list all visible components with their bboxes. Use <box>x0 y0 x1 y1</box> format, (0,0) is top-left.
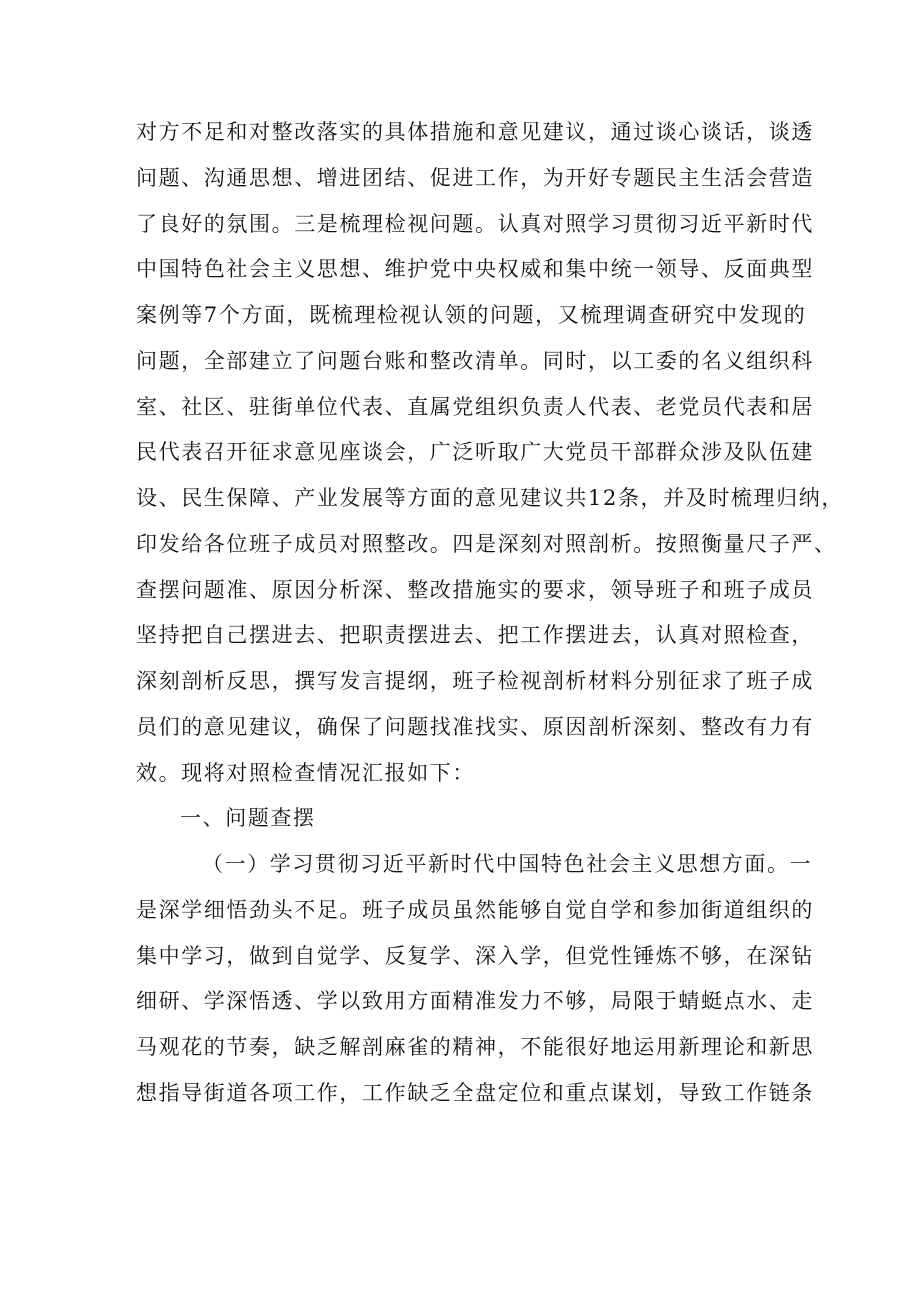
text-line: 问题，全部建立了问题台账和整改清单。同时，以工委的名义组织科 <box>136 348 814 373</box>
text-line: 深刻剖析反思，撰写发言提纲，班子检视剖析材料分别征求了班子成 <box>136 669 814 693</box>
section-heading: 一、问题查摆 <box>180 806 316 831</box>
text-line: 民代表召开征求意见座谈会，广泛听取广大党员干部群众涉及队伍建 <box>136 440 814 465</box>
text-line: 坚持把自己摆进去、把职责摆进去、把工作摆进去，认真对照检查， <box>136 623 814 648</box>
text-line: 印发给各位班子成员对照整改。四是深刻对照剖析。按照衡量尺子严、 <box>136 531 837 556</box>
text-line: 中国特色社会主义思想、维护党中央权威和集中统一领导、反面典型 <box>136 257 814 282</box>
text-line: 了良好的氛围。三是梳理检视问题。认真对照学习贯彻习近平新时代 <box>136 211 814 236</box>
text-line: 效。现将对照检查情况汇报如下： <box>136 760 475 785</box>
text-line: 室、社区、驻街单位代表、直属党组织负责人代表、老党员代表和居 <box>136 394 814 419</box>
text-line: 设、民生保障、产业发展等方面的意见建议共12条，并及时梳理归纳， <box>136 486 844 510</box>
text-line: 员们的意见建议，确保了问题找准找实、原因剖析深刻、整改有力有 <box>136 714 814 739</box>
text-line: 马观花的节奏，缺乏解剖麻雀的精神，不能很好地运用新理论和新思 <box>136 1035 814 1059</box>
subsection-heading-line: （一）学习贯彻习近平新时代中国特色社会主义思想方面。一 <box>202 852 813 876</box>
text-line: 对方不足和对整改落实的具体措施和意见建议，通过谈心谈话，谈透 <box>136 120 814 144</box>
text-line: 问题、沟通思想、增进团结、促进工作，为开好专题民主生活会营造 <box>136 165 814 190</box>
text-line: 查摆问题准、原因分析深、整改措施实的要求，领导班子和班子成员 <box>136 577 814 602</box>
text-line: 集中学习，做到自觉学、反复学、深入学，但党性锤炼不够，在深钻 <box>136 943 814 968</box>
document-body <box>136 110 844 1117</box>
text-line: 案例等7个方面，既梳理检视认领的问题，又梳理调查研究中发现的 <box>136 303 807 327</box>
text-line: 细研、学深悟透、学以致用方面精准发力不够，局限于蜻蜓点水、走 <box>136 989 814 1014</box>
text-line: 是深学细悟劲头不足。班子成员虽然能够自觉自学和参加街道组织的 <box>136 897 814 922</box>
text-line: 想指导街道各项工作，工作缺乏全盘定位和重点谋划，导致工作链条 <box>136 1080 814 1105</box>
